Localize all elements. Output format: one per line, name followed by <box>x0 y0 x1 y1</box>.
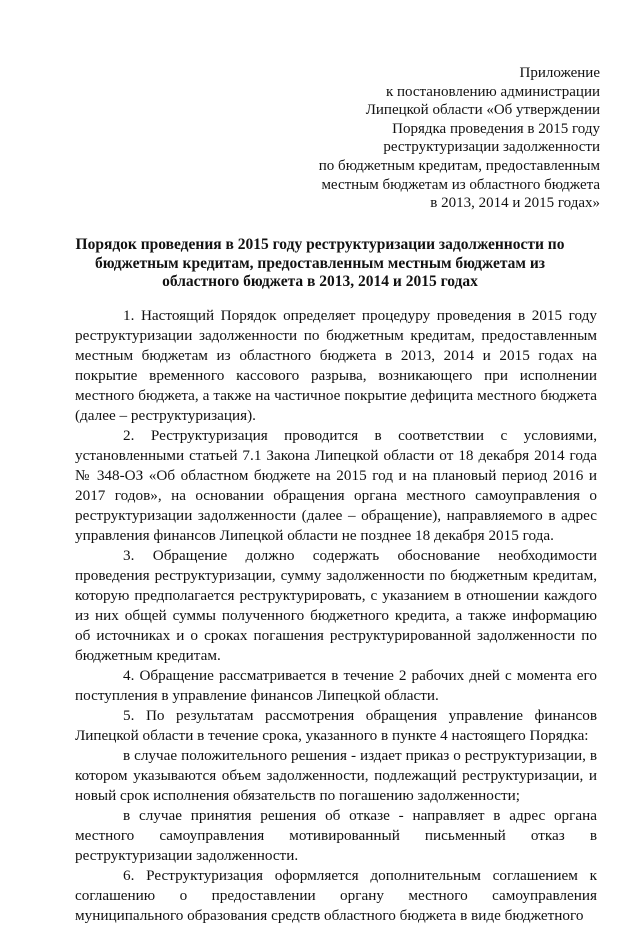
paragraph-3: 3. Обращение должно содержать обоснование необходимости проведения реструктуризации, сумму задолженности по бюджетным кредитам, которую предполагается реструктурировать, с указанием в отношении каждого из них общей суммы полученного бюджетного кредита, а также информацию об источниках и о сроках погашения реструктурированной задолженности по бюджетным кредитам. <box>75 547 597 664</box>
paragraph-6: 6. Реструктуризация оформляется дополнительным соглашением к соглашению о предоставлении органу местного самоуправления муниципального образования средств областного бюджета в виде бюджетного <box>75 867 597 924</box>
paragraph-4: 4. Обращение рассматривается в течение 2 рабочих дней с момента его поступления в управление финансов Липецкой области. <box>75 667 597 704</box>
annex-line: по бюджетным кредитам, предоставленным <box>318 157 600 174</box>
annex-line: Порядка проведения в 2015 году <box>392 120 600 137</box>
annex-line: Липецкой области «Об утверждении <box>365 102 600 119</box>
annex-header <box>270 64 600 213</box>
document-title: Порядок проведения в 2015 году реструктуризации задолженности по бюджетным кредитам, предоставленным местным бюджетам из областного бюджета в 2013, 2014 и 2015 годах <box>75 236 565 291</box>
annex-line: местным бюджетам из областного бюджета <box>321 176 600 193</box>
annex-line: к постановлению администрации <box>385 83 600 100</box>
paragraph-2: 2. Реструктуризация проводится в соответствии с условиями, установленными статьей 7.1 Закона Липецкой области от 18 декабря 2014 года № 348-ОЗ «Об областном бюджете на 2015 год и на плановый период 2016 и 2017 годов», на основании обращения органа местного самоуправления о реструктуризации задолженности (далее – обращение), направляемого в адрес управления финансов Липецкой области не позднее 18 декабря 2015 года. <box>75 427 597 544</box>
document-body <box>75 306 597 926</box>
paragraph-5: 5. По результатам рассмотрения обращения управление финансов Липецкой области в течение срока, указанного в пункте 4 настоящего Порядка: <box>75 707 597 744</box>
paragraph-5-positive-decision: в случае положительного решения - издает приказ о реструктуризации, в котором указываются объем задолженности, подлежащий реструктуризации, и новый срок исполнения обязательств по погашению задолженности; <box>75 747 597 804</box>
annex-line: Приложение <box>519 65 600 81</box>
paragraph-5-refusal: в случае принятия решения об отказе - направляет в адрес органа местного самоуправления мотивированный письменный отказ в реструктуризации задолженности. <box>75 807 597 864</box>
annex-line: в 2013, 2014 и 2015 годах» <box>430 195 600 212</box>
annex-line: реструктуризации задолженности <box>383 139 600 156</box>
paragraph-1: 1. Настоящий Порядок определяет процедуру проведения в 2015 году реструктуризации задолженности по бюджетным кредитам, предоставленным местным бюджетам из областного бюджета в 2013, 2014 и 2015 годах на покрытие временного кассового разрыва, возникающего при исполнении местного бюджета, а также на частичное покрытие дефицита местного бюджета (далее – реструктуризация). <box>75 307 597 424</box>
